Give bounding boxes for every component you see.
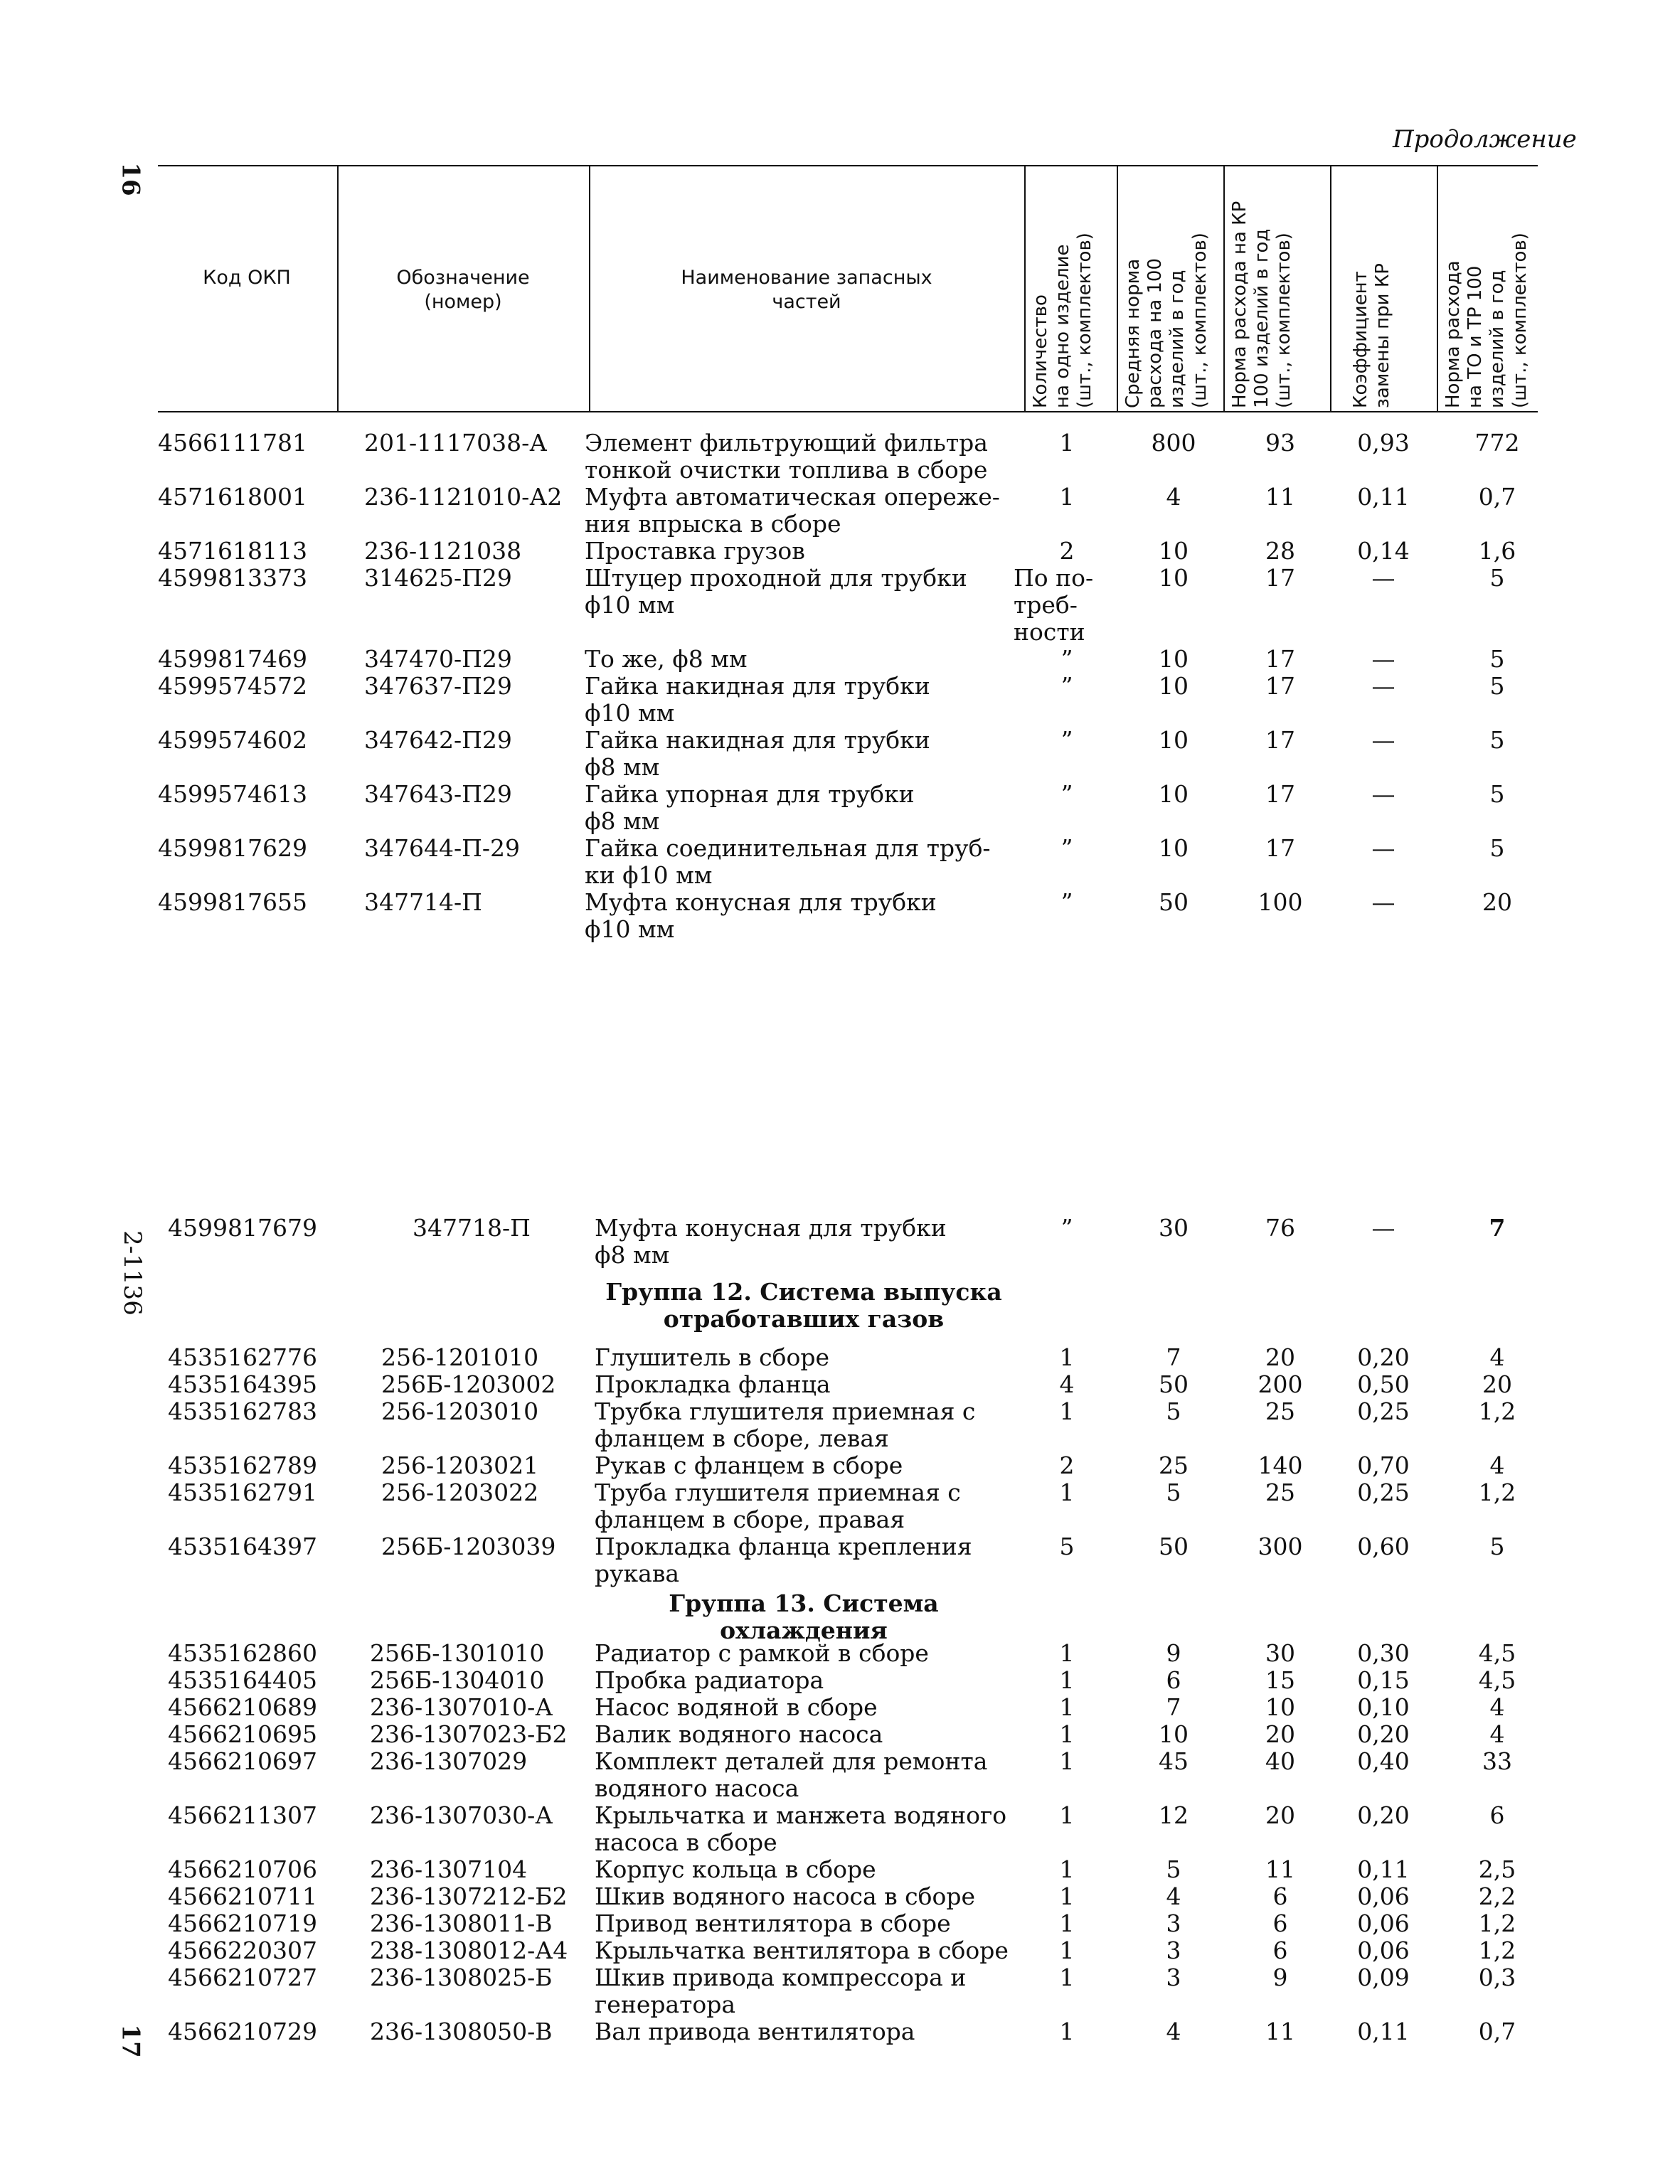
cell-code: 4566210729 [168,2018,317,2045]
cell-avg: 10 [1159,672,1189,700]
cell-name: Муфта конусная для трубки ϕ10 мм [585,888,937,943]
cell-name: Корпус кольца в сборе [595,1855,876,1883]
cell-designation: 236-1308025-Б [370,1964,553,1991]
cell-qty: 1 [1059,1855,1075,1883]
cell-kr: 6 [1272,1909,1288,1937]
cell-designation: 236-1307023-Б2 [370,1720,568,1748]
cell-avg: 30 [1159,1214,1189,1242]
cell-avg: 5 [1166,1855,1181,1883]
cell-name: Крыльчатка и манжета водяного насоса в сборе [595,1801,1007,1856]
cell-to: 5 [1489,1533,1505,1560]
cell-to: 2,2 [1478,1882,1516,1910]
col-divider [1330,165,1331,412]
cell-code: 4566210727 [168,1964,317,1991]
cell-name: То же, ϕ8 мм [585,645,748,673]
cell-to: 20 [1482,888,1512,916]
cell-coef: — [1371,834,1395,862]
continuation-label: Продолжение [1393,125,1577,154]
cell-coef: — [1371,1214,1395,1242]
header-avg-norm: Средняя норма расхода на 100 изделий в год (шт., комплектов) [1122,233,1211,408]
cell-name: Муфта конусная для трубки ϕ8 мм [595,1214,947,1269]
cell-designation: 256Б-1203002 [381,1370,556,1398]
cell-name: Гайка накидная для трубки ϕ10 мм [585,672,930,727]
cell-coef: 0,60 [1357,1533,1410,1560]
cell-coef: — [1371,645,1395,673]
cell-code: 4599574572 [158,672,307,700]
cell-kr: 17 [1265,672,1295,700]
cell-to: 1,2 [1478,1397,1516,1425]
cell-code: 4535164395 [168,1370,317,1398]
cell-avg: 6 [1166,1666,1181,1694]
cell-name: Глушитель в сборе [595,1343,830,1371]
cell-to: 1,6 [1478,537,1516,565]
cell-name: Муфта автоматическая опереже- ния впрыска в сборе [585,483,1000,538]
cell-code: 4599817655 [158,888,307,916]
cell-avg: 5 [1166,1397,1181,1425]
cell-kr: 25 [1265,1479,1295,1506]
cell-code: 4571618001 [158,483,307,511]
cell-coef: 0,20 [1357,1801,1410,1829]
cell-kr: 200 [1258,1370,1303,1398]
cell-qty: 1 [1059,1397,1075,1425]
cell-qty: 1 [1059,1801,1075,1829]
col-divider [1437,165,1438,412]
cell-code: 4566210695 [168,1720,317,1748]
cell-qty: 1 [1059,1747,1075,1775]
cell-coef: 0,06 [1357,1882,1410,1910]
cell-code: 4535162860 [168,1639,317,1667]
cell-kr: 140 [1258,1451,1303,1479]
cell-to: 5 [1489,672,1505,700]
cell-qty: 1 [1059,1882,1075,1910]
cell-designation: 238-1308012-А4 [370,1937,568,1964]
cell-coef: 0,20 [1357,1343,1410,1371]
cell-qty: ” [1060,726,1073,754]
cell-kr: 17 [1265,780,1295,808]
cell-avg: 9 [1166,1639,1181,1667]
cell-avg: 10 [1159,726,1189,754]
cell-avg: 3 [1166,1937,1181,1964]
cell-qty: 4 [1059,1370,1075,1398]
cell-to: 5 [1489,780,1505,808]
cell-avg: 10 [1159,564,1189,592]
cell-avg: 10 [1159,1720,1189,1748]
cell-kr: 17 [1265,834,1295,862]
cell-avg: 50 [1159,888,1189,916]
cell-name: Крыльчатка вентилятора в сборе [595,1937,1009,1964]
cell-name: Проставка грузов [585,537,805,565]
cell-designation: 256-1201010 [381,1343,539,1371]
cell-to: 1,2 [1478,1937,1516,1964]
cell-designation: 347714-П [364,888,482,916]
cell-coef: 0,20 [1357,1720,1410,1748]
cell-to: 4 [1489,1343,1505,1371]
cell-to: 6 [1489,1801,1505,1829]
cell-avg: 12 [1159,1801,1189,1829]
cell-coef: 0,25 [1357,1397,1410,1425]
cell-avg: 50 [1159,1533,1189,1560]
cell-kr: 300 [1258,1533,1303,1560]
cell-kr: 10 [1265,1693,1295,1721]
cell-name: Прокладка фланца крепления рукава [595,1533,972,1587]
cell-avg: 10 [1159,537,1189,565]
cell-to: 7 [1489,1214,1506,1242]
cell-to: 5 [1489,834,1505,862]
cell-coef: 0,06 [1357,1909,1410,1937]
cell-qty: 2 [1059,537,1075,565]
header-name: Наименование запасных частей [681,267,932,313]
cell-coef: — [1371,888,1395,916]
cell-to: 2,5 [1478,1855,1516,1883]
cell-avg: 7 [1166,1343,1181,1371]
cell-qty: 1 [1059,1909,1075,1937]
cell-qty: ” [1060,645,1073,673]
cell-coef: 0,93 [1357,429,1410,457]
cell-coef: 0,11 [1357,483,1410,511]
cell-to: 1,2 [1478,1479,1516,1506]
cell-designation: 236-1308050-В [370,2018,553,2045]
cell-name: Труба глушителя приемная с фланцем в сборе, правая [595,1479,961,1533]
cell-qty: 1 [1059,2018,1075,2045]
cell-qty: 1 [1059,1343,1075,1371]
cell-designation: 236-1307010-А [370,1693,553,1721]
cell-designation: 236-1307030-А [370,1801,553,1829]
cell-coef: — [1371,672,1395,700]
cell-designation: 201-1117038-А [364,429,548,457]
cell-code: 4535162783 [168,1397,317,1425]
cell-to: 4 [1489,1693,1505,1721]
cell-kr: 17 [1265,564,1295,592]
cell-avg: 7 [1166,1693,1181,1721]
cell-to: 772 [1474,429,1520,457]
cell-designation: 236-1307029 [370,1747,528,1775]
cell-designation: 347718-П [413,1214,531,1242]
cell-name: Радиатор с рамкой в сборе [595,1639,929,1667]
cell-code: 4566210711 [168,1882,317,1910]
cell-qty: ” [1060,834,1073,862]
cell-to: 5 [1489,645,1505,673]
cell-avg: 3 [1166,1909,1181,1937]
cell-qty: ” [1060,780,1073,808]
cell-kr: 28 [1265,537,1295,565]
cell-avg: 4 [1166,2018,1181,2045]
cell-qty: 1 [1059,1639,1075,1667]
cell-qty: 1 [1059,1720,1075,1748]
cell-qty: 1 [1059,483,1075,511]
cell-name: Гайка накидная для трубки ϕ8 мм [585,726,930,781]
cell-to: 5 [1489,726,1505,754]
cell-avg: 4 [1166,483,1181,511]
cell-kr: 17 [1265,645,1295,673]
cell-coef: 0,30 [1357,1639,1410,1667]
header-to-norm: Норма расхода на ТО и ТР 100 изделий в год (шт., комплектов) [1442,233,1531,408]
cell-coef: 0,06 [1357,1937,1410,1964]
cell-coef: 0,15 [1357,1666,1410,1694]
cell-name: Валик водяного насоса [595,1720,883,1748]
cell-name: Насос водяной в сборе [595,1693,878,1721]
cell-code: 4599574613 [158,780,307,808]
cell-kr: 9 [1272,1964,1288,1991]
cell-name: Прокладка фланца [595,1370,831,1398]
page-number-bottom: 17 [116,2024,145,2058]
cell-kr: 93 [1265,429,1295,457]
cell-designation: 347470-П29 [364,645,512,673]
cell-name: Пробка радиатора [595,1666,824,1694]
page-number-top: 16 [116,162,145,196]
cell-coef: 0,09 [1357,1964,1410,1991]
cell-kr: 11 [1265,483,1295,511]
cell-code: 4599817679 [168,1214,317,1242]
header-coef: Коэффициент замены при КР [1350,263,1394,408]
cell-designation: 347642-П29 [364,726,512,754]
cell-avg: 3 [1166,1964,1181,1991]
cell-code: 4566210689 [168,1693,317,1721]
cell-coef: — [1371,780,1395,808]
cell-name: Привод вентилятора в сборе [595,1909,951,1937]
cell-name: Гайка упорная для трубки ϕ8 мм [585,780,915,835]
cell-coef: 0,40 [1357,1747,1410,1775]
cell-avg: 10 [1159,834,1189,862]
cell-kr: 11 [1265,2018,1295,2045]
col-divider [1117,165,1118,412]
cell-qty: 2 [1059,1451,1075,1479]
cell-to: 0,3 [1478,1964,1516,1991]
header-designation: Обозначение (номер) [396,267,530,313]
cell-designation: 256Б-1301010 [370,1639,545,1667]
cell-code: 4599817629 [158,834,307,862]
header-qty: Количество на одно изделие (шт., комплектов) [1030,233,1096,408]
cell-code: 4535164405 [168,1666,317,1694]
cell-to: 0,7 [1478,2018,1516,2045]
cell-coef: 0,50 [1357,1370,1410,1398]
cell-kr: 30 [1265,1639,1295,1667]
cell-designation: 236-1308011-В [370,1909,553,1937]
cell-coef: 0,11 [1357,2018,1410,2045]
cell-designation: 347637-П29 [364,672,512,700]
cell-qty: 1 [1059,1693,1075,1721]
cell-coef: — [1371,726,1395,754]
cell-coef: 0,14 [1357,537,1410,565]
cell-code: 4566210697 [168,1747,317,1775]
cell-avg: 10 [1159,645,1189,673]
cell-qty: По по- треб- ности [1014,564,1094,646]
cell-kr: 20 [1265,1801,1295,1829]
cell-qty: ” [1060,1214,1073,1242]
cell-code: 4535162791 [168,1479,317,1506]
cell-code: 4571618113 [158,537,307,565]
cell-avg: 25 [1159,1451,1189,1479]
sheet-mark: 2-1136 [117,1230,147,1316]
cell-name: Комплект деталей для ремонта водяного насоса [595,1747,988,1802]
cell-name: Штуцер проходной для трубки ϕ10 мм [585,564,967,619]
cell-qty: 1 [1059,1479,1075,1506]
cell-kr: 76 [1265,1214,1295,1242]
cell-coef: — [1371,564,1395,592]
cell-kr: 40 [1265,1747,1295,1775]
cell-kr: 6 [1272,1937,1288,1964]
cell-code: 4535164397 [168,1533,317,1560]
cell-avg: 50 [1159,1370,1189,1398]
cell-to: 1,2 [1478,1909,1516,1937]
cell-qty: ” [1060,888,1073,916]
group-12-title: Группа 12. Система выпуска отработавших газов [605,1278,1002,1333]
cell-designation: 256-1203022 [381,1479,539,1506]
cell-avg: 4 [1166,1882,1181,1910]
group-13-title: Группа 13. Система охлаждения [669,1589,939,1644]
cell-kr: 100 [1258,888,1303,916]
cell-to: 4,5 [1478,1666,1516,1694]
cell-designation: 347644-П-29 [364,834,521,862]
cell-to: 5 [1489,564,1505,592]
cell-code: 4599574602 [158,726,307,754]
header-kr-norm: Норма расхода на КР 100 изделий в год (шт., комплектов) [1229,201,1295,408]
cell-to: 4,5 [1478,1639,1516,1667]
cell-to: 4 [1489,1451,1505,1479]
cell-qty: 5 [1059,1533,1075,1560]
cell-designation: 347643-П29 [364,780,512,808]
cell-to: 33 [1482,1747,1512,1775]
cell-to: 0,7 [1478,483,1516,511]
cell-qty: 1 [1059,1964,1075,1991]
cell-designation: 256-1203010 [381,1397,539,1425]
cell-name: Рукав с фланцем в сборе [595,1451,903,1479]
cell-qty: ” [1060,672,1073,700]
cell-name: Гайка соединительная для труб- ки ϕ10 мм [585,834,991,889]
cell-code: 4599817469 [158,645,307,673]
cell-kr: 6 [1272,1882,1288,1910]
cell-kr: 20 [1265,1720,1295,1748]
cell-coef: 0,25 [1357,1479,1410,1506]
cell-code: 4566220307 [168,1937,317,1964]
cell-name: Элемент фильтрующий фильтра тонкой очистки топлива в сборе [585,429,988,484]
cell-to: 20 [1482,1370,1512,1398]
cell-code: 4535162776 [168,1343,317,1371]
cell-designation: 236-1307104 [370,1855,528,1883]
cell-coef: 0,70 [1357,1451,1410,1479]
cell-designation: 236-1121038 [364,537,522,565]
cell-kr: 25 [1265,1397,1295,1425]
col-divider [1223,165,1225,412]
cell-code: 4566111781 [158,429,307,457]
cell-designation: 256Б-1203039 [381,1533,556,1560]
cell-designation: 256Б-1304010 [370,1666,545,1694]
cell-code: 4566210706 [168,1855,317,1883]
cell-designation: 236-1121010-А2 [364,483,563,511]
cell-kr: 17 [1265,726,1295,754]
col-divider [1024,165,1026,412]
header-code: Код ОКП [203,267,291,289]
cell-kr: 20 [1265,1343,1295,1371]
cell-name: Шкив водяного насоса в сборе [595,1882,976,1910]
cell-coef: 0,11 [1357,1855,1410,1883]
cell-kr: 11 [1265,1855,1295,1883]
cell-code: 4566210719 [168,1909,317,1937]
cell-avg: 800 [1151,429,1196,457]
cell-qty: 1 [1059,1666,1075,1694]
cell-designation: 256-1203021 [381,1451,539,1479]
cell-avg: 10 [1159,780,1189,808]
cell-code: 4599813373 [158,564,307,592]
cell-designation: 236-1307212-Б2 [370,1882,568,1910]
cell-qty: 1 [1059,429,1075,457]
cell-coef: 0,10 [1357,1693,1410,1721]
cell-name: Вал привода вентилятора [595,2018,915,2045]
cell-name: Трубка глушителя приемная с фланцем в сборе, левая [595,1397,976,1452]
cell-designation: 314625-П29 [364,564,512,592]
cell-kr: 15 [1265,1666,1295,1694]
cell-code: 4566211307 [168,1801,317,1829]
cell-name: Шкив привода компрессора и генератора [595,1964,967,2018]
cell-qty: 1 [1059,1937,1075,1964]
cell-to: 4 [1489,1720,1505,1748]
cell-code: 4535162789 [168,1451,317,1479]
cell-avg: 45 [1159,1747,1189,1775]
cell-avg: 5 [1166,1479,1181,1506]
